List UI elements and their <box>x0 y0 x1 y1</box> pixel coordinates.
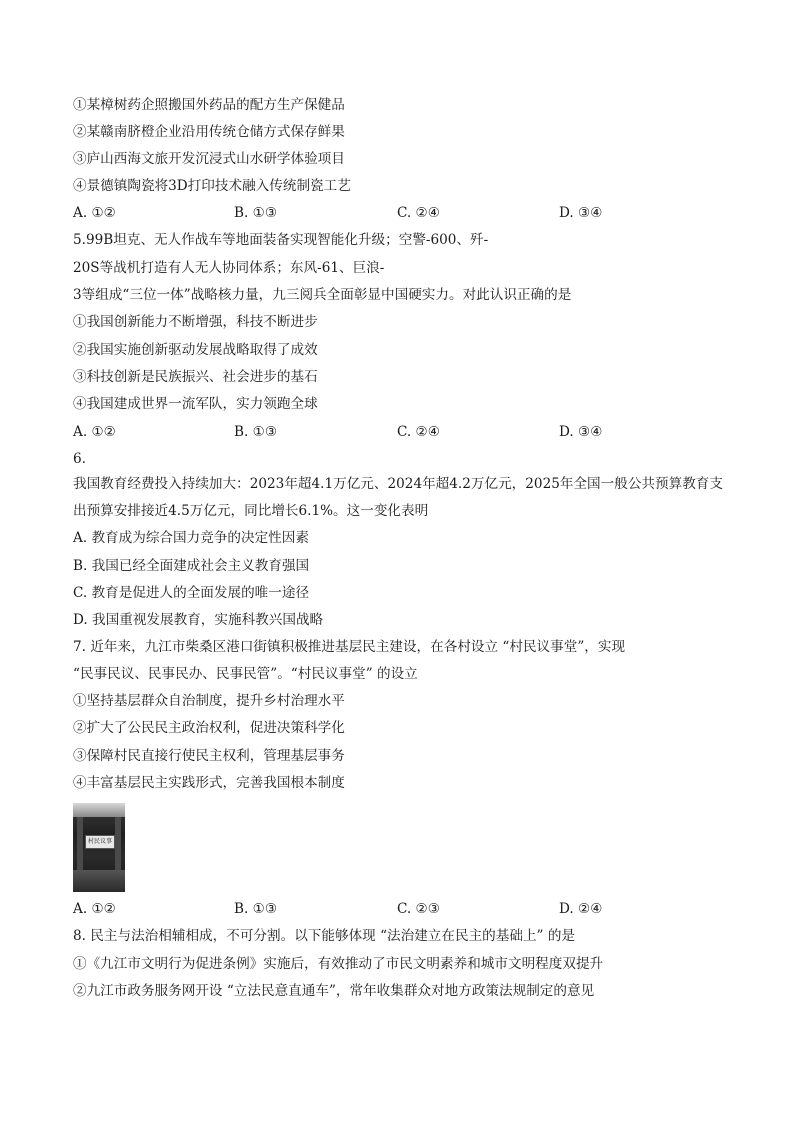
q6-choice-c: C. 教育是促进人的全面发展的唯一途径 <box>73 585 310 601</box>
q6-choice-b: B. 我国已经全面建成社会主义教育强国 <box>73 558 310 574</box>
q5-options <box>73 423 773 441</box>
q6-stem-line-1: 我国教育经费投入持续加大：2023年超4.1万亿元、2024年超4.2万亿元，2025年全国一般公共预算教育支 <box>73 476 723 492</box>
q7-options <box>73 900 773 918</box>
q4-option-a: A. ①② <box>73 205 116 221</box>
photo-sign: 村民议事 <box>85 835 115 849</box>
q6-choice-d: D. 我国重视发展教育，实施科教兴国战略 <box>73 612 324 628</box>
photo-roof <box>73 803 125 817</box>
village-council-hall-photo <box>73 803 125 892</box>
q4-options <box>73 204 773 222</box>
q5-option-d: D. ③④ <box>559 424 603 440</box>
q4-option-d: D. ③④ <box>559 205 603 221</box>
q5-item-4: ④我国建成世界一流军队，实力领跑全球 <box>73 396 318 412</box>
q8-item-1: ①《九江市文明行为促进条例》实施后，有效推动了市民文明素养和城市文明程度双提升 <box>73 956 604 972</box>
q5-stem-line-1: 5.99B坦克、无人作战车等地面装备实现智能化升级；空警-600、歼- <box>73 232 489 248</box>
photo-ground <box>73 870 125 892</box>
q8-item-2: ②九江市政务服务网开设 “立法民意直通车”，常年收集群众对地方政策法规制定的意见 <box>73 983 595 999</box>
q7-item-1: ①坚持基层群众自治制度，提升乡村治理水平 <box>73 693 345 709</box>
q7-option-b: B. ①③ <box>234 901 278 917</box>
q7-option-c: C. ②③ <box>397 901 440 917</box>
q5-item-1: ①我国创新能力不断增强，科技不断进步 <box>73 314 318 330</box>
q8-stem: 8. 民主与法治相辅相成，不可分割。以下能够体现 “法治建立在民主的基础上” 的是 <box>73 928 576 944</box>
q4-option-c: C. ②④ <box>397 205 440 221</box>
q4-option-b: B. ①③ <box>234 205 278 221</box>
q7-item-3: ③保障村民直接行使民主权利，管理基层事务 <box>73 748 345 764</box>
q4-item-4: ④景德镇陶瓷将3D打印技术融入传统制瓷工艺 <box>73 178 351 194</box>
q4-item-3: ③庐山西海文旅开发沉浸式山水研学体验项目 <box>73 151 345 167</box>
q5-option-c: C. ②④ <box>397 424 440 440</box>
q5-item-3: ③科技创新是民族振兴、社会进步的基石 <box>73 369 318 385</box>
q4-item-2: ②某赣南脐橙企业沿用传统仓储方式保存鲜果 <box>73 124 345 140</box>
q7-item-4: ④丰富基层民主实践形式，完善我国根本制度 <box>73 775 345 791</box>
q5-stem-line-2: 20S等战机打造有人无人协同体系；东风-61、巨浪- <box>73 260 385 276</box>
q7-option-d: D. ②④ <box>559 901 603 917</box>
q5-stem-line-3: 3等组成“三位一体”战略核力量，九三阅兵全面彰显中国硬实力。对此认识正确的是 <box>73 287 572 303</box>
q6-stem-line-2: 出预算安排接近4.5万亿元，同比增长6.1%。这一变化表明 <box>73 503 429 519</box>
q5-item-2: ②我国实施创新驱动发展战略取得了成效 <box>73 342 318 358</box>
q6-choice-a: A. 教育成为综合国力竞争的决定性因素 <box>73 530 309 546</box>
q6-number: 6. <box>73 451 86 467</box>
q7-item-2: ②扩大了公民民主政治权利，促进决策科学化 <box>73 720 345 736</box>
q7-option-a: A. ①② <box>73 901 116 917</box>
q7-stem-line-2: “民事民议、民事民办、民事民管”。“村民议事堂” 的设立 <box>73 666 418 682</box>
q5-option-b: B. ①③ <box>234 424 278 440</box>
q7-stem-line-1: 7. 近年来，九江市柴桑区港口街镇积极推进基层民主建设，在各村设立 “村民议事堂”，实现 <box>73 639 626 655</box>
q4-item-1: ①某樟树药企照搬国外药品的配方生产保健品 <box>73 97 345 113</box>
q5-option-a: A. ①② <box>73 424 116 440</box>
